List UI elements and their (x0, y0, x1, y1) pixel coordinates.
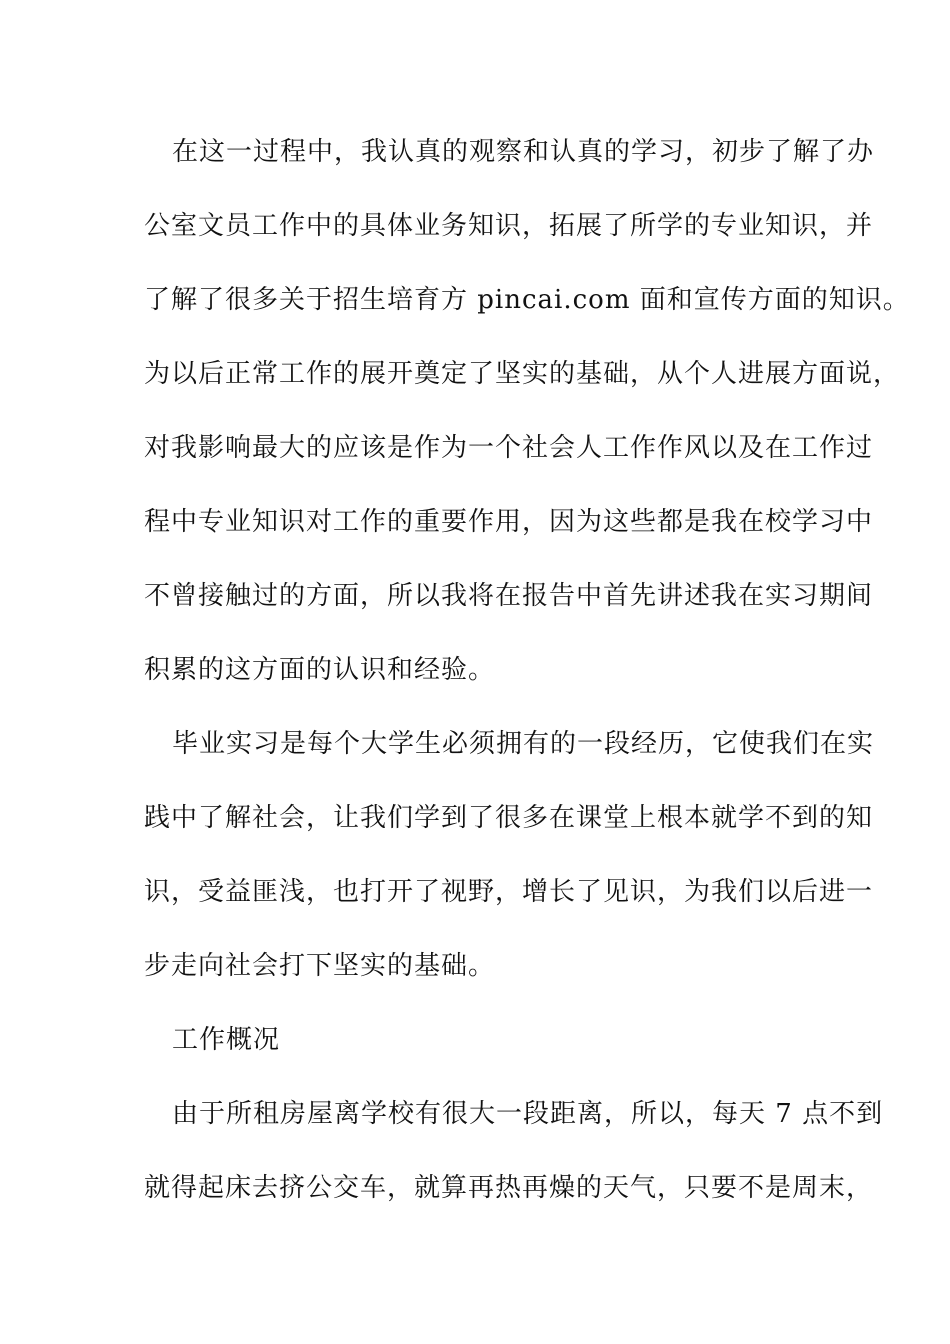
text-line: 积累的这方面的认识和经验。 (144, 655, 496, 685)
text-line: 了解了很多关于招生培育方 pincai.com 面和宣传方面的知识。 (144, 285, 910, 315)
text-line: 不曾接触过的方面，所以我将在报告中首先讲述我在实习期间 (144, 581, 874, 611)
text-line: 就得起床去挤公交车，就算再热再燥的天气，只要不是周末， (144, 1173, 874, 1203)
text-line: 公室文员工作中的具体业务知识，拓展了所学的专业知识，并 (144, 211, 874, 241)
text-line: 为以后正常工作的展开奠定了坚实的基础，从个人进展方面说， (144, 359, 901, 389)
text-line: 对我影响最大的应该是作为一个社会人工作作风以及在工作过 (144, 433, 874, 463)
section-heading: 工作概况 (172, 1025, 281, 1055)
text-line: 步走向社会打下坚实的基础。 (144, 951, 496, 981)
text-line: 程中专业知识对工作的重要作用，因为这些都是我在校学习中 (144, 507, 874, 537)
text-line: 识，受益匪浅，也打开了视野，增长了见识，为我们以后进一 (144, 877, 874, 907)
text-line: 毕业实习是每个大学生必须拥有的一段经历，它使我们在实 (172, 729, 875, 759)
text-line: 由于所租房屋离学校有很大一段距离，所以，每天 7 点不到 (172, 1099, 884, 1129)
text-line: 在这一过程中，我认真的观察和认真的学习，初步了解了办 (172, 137, 875, 167)
text-line: 践中了解社会，让我们学到了很多在课堂上根本就学不到的知 (144, 803, 874, 833)
